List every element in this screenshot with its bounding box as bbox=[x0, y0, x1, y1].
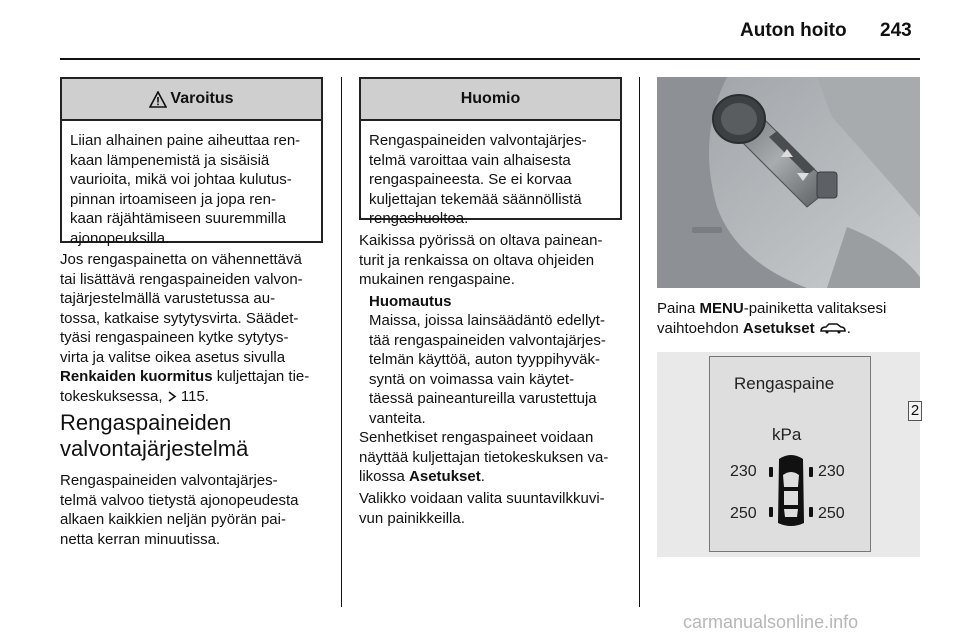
rear-right-pressure: 250 bbox=[818, 505, 845, 522]
car-settings-icon bbox=[819, 322, 847, 334]
column-divider-left bbox=[341, 77, 342, 607]
tire-pressure-adjust-paragraph bbox=[60, 250, 330, 406]
tpms-description-paragraph: Rengaspaineiden valvontajärjes- telmä valvoo tietystä ajonopeudesta alkaen kaikkien neljän pyörän pai- netta kerran minuutissa. bbox=[60, 472, 299, 548]
turn-signal-stalk-photo bbox=[657, 77, 920, 288]
header-rule bbox=[60, 58, 920, 60]
note-box-text: Rengaspaineiden valvontajärjes- telmä varoittaa vain alhaisesta rengaspaineesta. Se ei korvaa kuljettajan tekemää säännöllistä rengashuoltoa. bbox=[369, 132, 587, 227]
front-right-pressure: 230 bbox=[818, 463, 845, 480]
menu-button-label: MENU bbox=[699, 300, 744, 317]
rear-left-pressure: 250 bbox=[730, 505, 757, 522]
notice-title: Huomautus bbox=[369, 293, 452, 310]
warning-box-title: Varoitus bbox=[170, 90, 234, 107]
settings-option-label: Asetukset bbox=[742, 319, 815, 337]
display-title: Rengaspaine bbox=[734, 374, 835, 393]
sensor-requirement-paragraph: Kaikissa pyörissä on oltava painean- turit ja renkaissa on oltava ohjeiden mukainen rengaspaine. bbox=[359, 232, 603, 288]
settings-menu-text: Asetukset bbox=[409, 468, 481, 485]
tire-pressure-screen bbox=[709, 356, 920, 552]
tire-load-link-text: Renkaiden kuormitus bbox=[60, 368, 213, 385]
instruction-text-mid: -painiketta valitaksesi vaihtoehdon bbox=[657, 300, 887, 337]
tire-pressure-display-figure bbox=[657, 352, 920, 557]
watermark: carmanualsonline.info bbox=[683, 612, 859, 632]
notice-text: Maissa, joissa lainsäädäntö edellyt- tää rengaspaineiden valvontajärjes- telmän käyttöä, auton tyyppihyväk- syntä on voimassa vain käytet- täessä paineantureilla varustettuja vanteita. bbox=[369, 312, 606, 427]
menu-button-instruction bbox=[657, 299, 920, 338]
instruction-text-end: . bbox=[846, 319, 851, 337]
warning-box bbox=[60, 77, 323, 247]
steering-column-illustration bbox=[657, 77, 920, 288]
warning-triangle-icon bbox=[149, 91, 167, 108]
front-left-pressure: 230 bbox=[730, 463, 757, 480]
display-unit: kPa bbox=[772, 425, 802, 444]
page-number: 243 bbox=[880, 20, 912, 41]
arrow-ref-icon bbox=[167, 391, 177, 402]
menu-select-paragraph: Valikko voidaan valita suuntavilkkuvi- vun painikkeilla. bbox=[359, 490, 605, 527]
column-divider-right bbox=[639, 77, 640, 607]
warning-box-text: Liian alhainen paine aiheuttaa ren- kaan lämpenemistä ja sisäisiä vaurioita, mikä voi johtaa kulutus- pinnan irtoamiseen ja jopa ren- kaan räjähtämiseen suuremmilla ajonopeuksilla. bbox=[70, 132, 301, 247]
para-text-mid: kuljettajan tie- tokeskuksessa, bbox=[60, 368, 310, 405]
warning-box-header bbox=[62, 79, 321, 121]
instruction-text-start: Paina bbox=[657, 300, 700, 317]
note-box-title: Huomio bbox=[460, 90, 521, 107]
car-top-view-icon bbox=[768, 453, 814, 529]
page-header-title: Auton hoito bbox=[740, 20, 847, 41]
section-heading: Rengaspaineiden valvontajärjestelmä bbox=[60, 410, 249, 461]
para-text-start: Jos rengaspainetta on vähennettävä tai lisättävä rengaspaineiden valvon- tajärjestelmällä varustetussa au- tossa, katkaise sytytysvirta. Säädet- tyäsi rengaspaineen kytke sytytys- virta ja valitse oikea asetus sivulla bbox=[60, 251, 303, 366]
display-page-badge: 2 bbox=[908, 401, 922, 421]
note-box-header bbox=[361, 79, 620, 121]
current-pressures-text: Senhetkiset rengaspaineet voidaan näyttää kuljettajan tietokeskuksen va- likossa bbox=[359, 429, 609, 485]
note-box bbox=[359, 77, 622, 227]
current-pressures-end: . bbox=[480, 468, 485, 485]
current-pressures-paragraph bbox=[359, 428, 637, 487]
para-page-ref: 115. bbox=[176, 387, 209, 405]
